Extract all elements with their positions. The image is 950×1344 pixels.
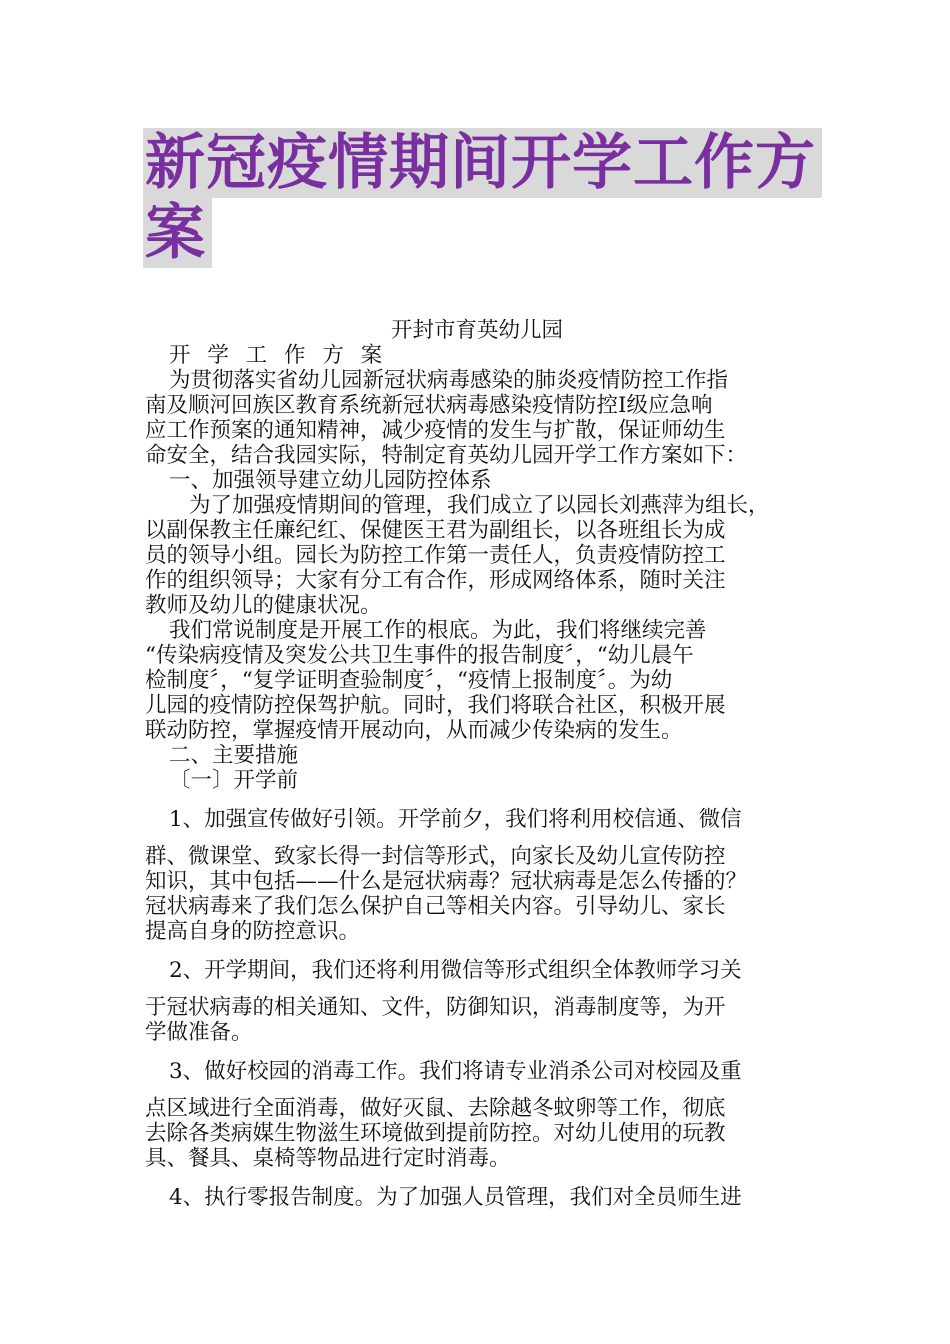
item2-line: 于冠状病毒的相关通知、文件，防御知识，消毒制度等，为开 xyxy=(145,995,726,1020)
intro-line: 应工作预案的通知精神，减少疫情的发生与扩散，保证师幼生 xyxy=(145,418,726,443)
item1-line: 冠状病毒来了我们怎么保护自己等相关内容。引导幼儿、家长 xyxy=(145,894,726,919)
item1-line: 提高自身的防控意识。 xyxy=(145,919,361,944)
item1-line: 知识，其中包括——什么是冠状病毒？冠状病毒是怎么传播的？ xyxy=(145,869,748,894)
section1-para1-line: 员的领导小组。园长为防控工作第一责任人，负责疫情防控工 xyxy=(145,543,726,568)
title-line-2: 案 xyxy=(143,198,212,268)
item4-line: 4、执行零报告制度。为了加强人员管理，我们对全员师生进 xyxy=(169,1185,742,1210)
heading: 开 学 工 作 方 案 xyxy=(169,343,388,368)
section1-para1-line: 为了加强疫情期间的管理，我们成立了以园长刘燕萍为组长， xyxy=(189,493,770,518)
section1-para2-line: 儿园的疫情防控保驾护航。同时，我们将联合社区，积极开展 xyxy=(145,693,726,718)
item1-line: 群、微课堂、致家长得一封信等形式，向家长及幼儿宣传防控 xyxy=(145,844,726,869)
item3-line: 去除各类病媒生物滋生环境做到提前防控。对幼儿使用的玩教 xyxy=(145,1121,726,1146)
item2-line: 学做准备。 xyxy=(145,1020,253,1045)
subtitle: 开封市育英幼儿园 xyxy=(390,318,563,343)
section2-title: 二、主要措施 xyxy=(169,743,299,768)
section1-para1-line: 以副保教主任廉纪红、保健医王君为副组长，以各班组长为成 xyxy=(145,518,726,543)
intro-line: 为贯彻落实省幼儿园新冠状病毒感染的肺炎疫情防控工作指 xyxy=(169,368,729,393)
section1-para1-line: 教师及幼儿的健康状况。 xyxy=(145,593,382,618)
section1-para1-line: 作的组织领导；大家有分工有合作，形成网络体系，随时关注 xyxy=(145,568,726,593)
document-title xyxy=(143,128,823,268)
intro-line: 南及顺河回族区教育系统新冠状病毒感染疫情防控Ⅰ级应急响 xyxy=(145,393,713,418)
section1-para2-line: 检制度〞，“复学证明查验制度〞，“疫情上报制度〞。为幼 xyxy=(145,668,673,693)
sub1-title: 〔一〕开学前 xyxy=(169,768,299,793)
section1-para2-line: 我们常说制度是开展工作的根底。为此，我们将继续完善 xyxy=(169,618,707,643)
section1-title: 一、加强领导建立幼儿园防控体系 xyxy=(169,468,492,493)
item3-line: 3、做好校园的消毒工作。我们将请专业消杀公司对校园及重 xyxy=(169,1059,742,1084)
item1-line: 1、加强宣传做好引领。开学前夕，我们将利用校信通、微信 xyxy=(169,807,742,832)
title-line-1: 新冠疫情期间开学工作方 xyxy=(143,128,822,198)
item3-line: 点区域进行全面消毒，做好灭鼠、去除越冬蚊卵等工作，彻底 xyxy=(145,1096,726,1121)
section1-para2-line: 联动防控，掌握疫情开展动向，从而减少传染病的发生。 xyxy=(145,718,683,743)
intro-line: 命安全，结合我园实际，特制定育英幼儿园开学工作方案如下： xyxy=(145,443,748,468)
section1-para2-line: “传染病疫情及突发公共卫生事件的报告制度〞，“幼儿晨午 xyxy=(145,643,694,668)
document-body xyxy=(145,318,809,1210)
item3-line: 具、餐具、桌椅等物品进行定时消毒。 xyxy=(145,1146,511,1171)
item2-line: 2、开学期间，我们还将利用微信等形式组织全体教师学习关 xyxy=(169,958,742,983)
